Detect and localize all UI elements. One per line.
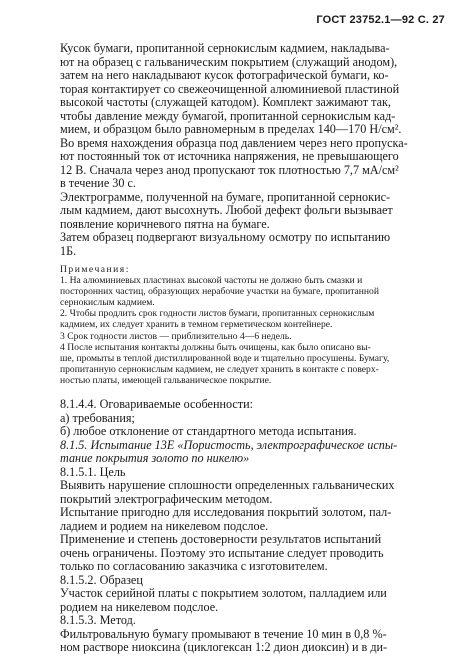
note-line: ностью платы, имеющей гальваническое покрытие. (60, 374, 272, 386)
text-line: Во время нахождения образца под давлением через него пропуска- (60, 136, 408, 150)
text-line: очень ограничены. Поэтому это испытание следует проводить (60, 546, 384, 560)
text-line: Кусок бумаги, пропитанной сернокислым кадмием, накладыва- (60, 42, 390, 55)
section-heading: 8.1.5. Испытание 13Е «Пористость, электрографическое испы- (60, 438, 398, 452)
section-8-1-5-3 (60, 614, 443, 655)
text-line: Затем образец подвергают визуальному осмотру по испытанию (60, 231, 391, 244)
section-8-1-4-4 (60, 398, 443, 439)
text-line: Фильтровальную бумагу промывают в течение 10 мин в 0,8 %- (60, 627, 387, 641)
text-line: ют на образец с гальваническим покрытием (служащий анодом), (60, 55, 398, 69)
text-line: 1Б. (60, 244, 77, 258)
subsection-heading: 8.1.5.1. Цель (60, 465, 126, 479)
note-line: пропитанную сернокислым кадмием, не следует хранить в контакте с поверх- (60, 363, 379, 375)
paragraph-electrogram (60, 191, 443, 232)
section-8-1-5-title (60, 439, 443, 466)
section-8-1-5-1 (60, 466, 443, 574)
note-line: ше, промыты в теплой дистиллированной воде и тщательно просушены. Бумагу, (60, 352, 390, 364)
text-line: Применение и степень достоверности результатов испытаний (60, 533, 382, 547)
note-line: 4 После испытания контакты должны быть очищены, как было описано вы- (60, 341, 371, 353)
note-line: 2. Чтобы продлить срок годности листов бумаги, пропитанных сернокислым (60, 308, 375, 320)
section-heading: 8.1.4.4. Оговариваемые особенности: (60, 398, 254, 412)
text-line: Электрограмме, полученной на бумаге, пропитанной сернокис- (60, 190, 391, 204)
text-line: чтобы давление между бумагой, пропитанной сернокислым кад- (60, 109, 396, 123)
page-content (60, 42, 443, 655)
note-line: сернокислым кадмием. (60, 297, 155, 309)
text-line: родием на никелевом подслое. (60, 600, 219, 614)
text-line: торая контактирует со свежеочищенной алюминиевой пластиной (60, 82, 400, 96)
text-line: Испытание пригодно для исследования покрытий золотом, пал- (60, 506, 392, 520)
text-line: ном растворе ниоксина (циклогексан 1:2 дион диоксин) и в ди- (60, 641, 388, 655)
paragraph-method-description (60, 42, 443, 191)
paragraph-visual-inspection (60, 231, 443, 258)
notes-block (60, 264, 443, 386)
page-header: ГОСТ 23752.1—92 С. 27 (316, 14, 445, 26)
text-line: затем на него накладывают кусок фотографической бумаги, ко- (60, 69, 389, 82)
text-line: ладием и родием на никелевом подслое. (60, 519, 269, 533)
subsection-heading: 8.1.5.2. Образец (60, 573, 143, 587)
note-line: кадмием, их следует хранить в темном герметическом контейнере. (60, 319, 333, 331)
text-line: появление коричневого пятна на бумаге. (60, 217, 270, 231)
text-line: Выявить нарушение сплошности определенных гальванических (60, 479, 395, 493)
section-heading: тание покрытия золото по никелю» (60, 452, 250, 466)
list-item: а) требования; (60, 411, 135, 425)
text-line: 12 В. Сначала через анод пропускают ток плотностью 7,7 мА/см² (60, 163, 399, 177)
text-line: Участок серийной платы с покрытием золотом, палладием или (60, 587, 387, 601)
text-line: ют постоянный ток от источника напряжения, не превышающего (60, 150, 399, 163)
text-line: в течение 30 с. (60, 177, 136, 190)
note-line: 1. На алюминиевых пластинах высокой частоты не должно быть смазки и (60, 275, 363, 287)
text-line: покрытий электрографическим методом. (60, 492, 273, 506)
text-line: только по согласованию заказчика с изготовителем. (60, 560, 328, 574)
section-8-1-5-2 (60, 574, 443, 615)
text-line: лым кадмием, дают высохнуть. Любой дефект фольги вызывает (60, 204, 393, 217)
list-item: б) любое отклонение от стандартного метода испытания. (60, 425, 357, 439)
note-line: 3 Срок годности листов — приблизительно 4—6 недель. (60, 330, 292, 342)
notes-title: Примечания: (60, 264, 130, 275)
note-line: посторонних частиц, образующих нерабочие участки на бумаге, пропитанной (60, 286, 379, 298)
subsection-heading: 8.1.5.3. Метод. (60, 614, 136, 628)
text-line: мием, и образцом было равномерным в пределах 140—170 Н/см². (60, 123, 402, 136)
text-line: высокой частоты (служащей катодом). Комплект зажимают так, (60, 96, 391, 109)
